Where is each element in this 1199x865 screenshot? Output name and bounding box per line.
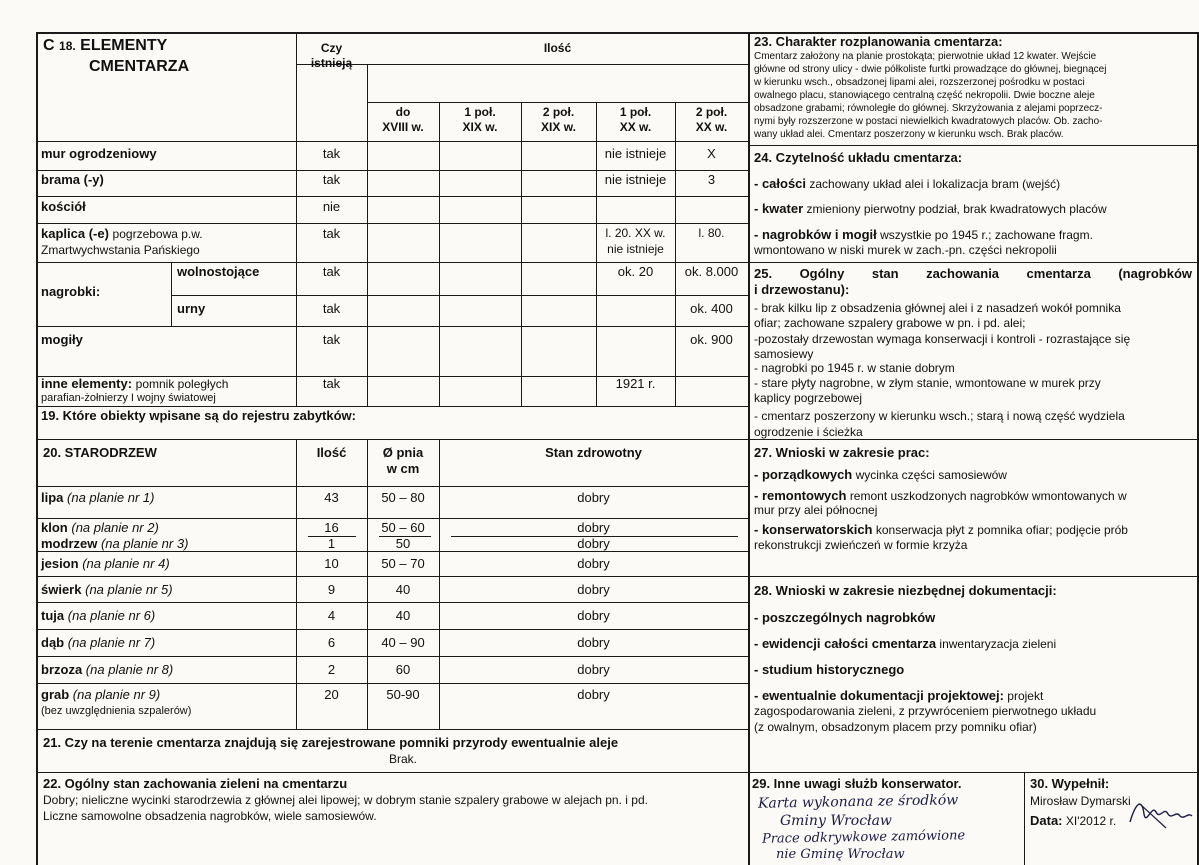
tree-name	[41, 521, 159, 536]
tree-qty: 6	[327, 635, 336, 650]
s28-b	[754, 637, 1056, 652]
s20-title: 20. STARODRZEW	[43, 445, 157, 460]
s27-rem-bold: - remontowych	[754, 488, 847, 503]
col-qty-label: Ilość	[543, 41, 572, 55]
s23-label: 23. Charakter rozplanowania cmentarza:	[754, 34, 1003, 49]
tree-name	[41, 557, 170, 572]
tree-qty: 20	[324, 687, 339, 702]
kosciol-label: kościół	[41, 199, 86, 214]
tree-qty: 16	[324, 520, 339, 535]
wol-p5: ok. 8.000	[684, 264, 739, 279]
s18-num: 18.	[59, 39, 76, 53]
s24-nagrobki-2: wmontowano w niski murek w zach.-pn. części nekropolii	[754, 243, 1057, 257]
s28-d-bold: - ewentualnie dokumentacji projektowej:	[754, 688, 1004, 703]
kosciol-exist: nie	[322, 199, 341, 214]
s28-d-3: (z owalnym, obsadzonym placem przy pomniku ofiar)	[754, 720, 1037, 734]
s24-kwater	[754, 202, 1107, 217]
s29-label: 29. Inne uwagi służb konserwator.	[752, 776, 962, 791]
period-3a: 2 poł.	[542, 105, 575, 119]
s24-nagrobki-text: wszystkie po 1945 r.; zachowane fragm.	[880, 228, 1093, 242]
tree-name-bold: klon	[41, 520, 68, 535]
s27-kons-2: rekonstrukcji zwieńczeń w formie krzyża	[754, 538, 968, 552]
tree-health: dobry	[577, 635, 610, 650]
brama-exist: tak	[322, 172, 341, 187]
s24-nagrobki	[754, 228, 1093, 243]
s28-c: - studium historycznego	[754, 662, 905, 677]
s27-kons-text: konserwacja płyt z pomnika ofiar; podjęcie prób	[875, 523, 1128, 537]
s28-label: 28. Wnioski w zakresie niezbędnej dokumentacji:	[754, 583, 1057, 598]
tree-plan: (na planie nr 3)	[100, 536, 189, 551]
tree-diam: 40	[395, 582, 411, 597]
period-4b: XX w.	[619, 120, 652, 134]
s27-rem-2: mur przy alei północnej	[754, 503, 878, 517]
kaplica-label	[41, 227, 203, 242]
inne-label-rest: pomnik poległych	[135, 377, 229, 391]
s29-handwriting-1: Karta wykonana ze środków	[757, 792, 959, 812]
s28-b-text: inwentaryzacja zieleni	[939, 637, 1057, 651]
tree-name	[41, 688, 160, 703]
s25-line: - nagrobki po 1945 r. w stanie dobrym	[754, 361, 955, 375]
inne-label-bold: inne elementy:	[41, 376, 133, 391]
s27-kons-bold: - konserwatorskich	[754, 522, 873, 537]
tree-plan: (na planie nr 5)	[85, 582, 173, 597]
wol-label: wolnostojące	[177, 264, 260, 279]
s24-calosci-text: zachowany układ alei i lokalizacja bram (wejść)	[809, 177, 1061, 191]
inne-p4: 1921 r.	[615, 376, 656, 391]
s23-line: obsadzone grabami; równoległe do głównej. Skrzyżowania z alejami poprzecz-	[754, 103, 1103, 114]
wol-p4: ok. 20	[617, 264, 654, 279]
signature	[1126, 792, 1196, 832]
s25-line: kaplicy pogrzebowej	[754, 391, 863, 405]
tree-qty: 4	[327, 608, 336, 623]
s24-label: 24. Czytelność układu cmentarza:	[754, 150, 963, 165]
s20-col-qty: Ilość	[316, 445, 347, 460]
s19-label	[41, 409, 356, 424]
mogily-label: mogiły	[41, 332, 83, 347]
tree-qty: 9	[327, 582, 336, 597]
s27-porz-text: wycinka części samosiewów	[855, 468, 1007, 482]
tree-diam: 50 – 70	[381, 556, 425, 571]
tree-health: dobry	[577, 662, 610, 677]
period-1a: do	[395, 105, 411, 119]
s22-label: 22. Ogólny stan zachowania zieleni na cmentarzu	[43, 776, 348, 791]
tree-diam: 50	[395, 536, 411, 551]
nagrobki-label: nagrobki:	[41, 284, 101, 299]
tree-name	[41, 491, 154, 506]
tree-health: dobry	[577, 536, 610, 551]
tree-plan: (na planie nr 6)	[67, 608, 156, 623]
s25-line: ogrodzenie i ścieżka	[754, 425, 863, 439]
s27-porz-bold: - porządkowych	[754, 467, 853, 482]
s27-kons	[754, 523, 1128, 538]
mur-p4: nie istnieje	[604, 146, 667, 161]
s20-col-health: Stan zdrowotny	[545, 445, 642, 460]
inne-label2: parafian-żołnierzy I wojny światowej	[41, 392, 216, 404]
mur-exist: tak	[322, 146, 341, 161]
s23-line: główne od strony ulicy - dwie półkoliste furtki prowadzące do głównej, biegnącej	[754, 64, 1107, 75]
s29-handwriting-4: nie Gminę Wrocław	[776, 847, 905, 862]
brama-label: brama (-y)	[41, 172, 104, 187]
tree-diam: 40	[395, 608, 411, 623]
tree-qty: 1	[327, 536, 336, 551]
tree-health: dobry	[577, 490, 610, 505]
s30-date-value: XI'2012 r.	[1065, 814, 1117, 828]
s27-rem-text: remont uszkodzonych nagrobków wmontowanych w	[849, 489, 1127, 503]
s27-label: 27. Wnioski w zakresie prac:	[754, 445, 930, 460]
s30-label: 30. Wypełnił:	[1030, 776, 1110, 791]
urny-label: urny	[177, 301, 206, 316]
tree-qty: 43	[324, 490, 339, 505]
tree-name	[41, 663, 173, 678]
urny-p5: ok. 400	[690, 301, 733, 316]
kaplica-label-bold: kaplica (-e)	[41, 226, 109, 241]
s18-title2: CMENTARZA	[89, 58, 190, 75]
col-exist-label-1: Czy	[320, 41, 343, 55]
tree-name	[41, 609, 155, 624]
s18-title-line1	[43, 37, 167, 55]
inne-exist: tak	[322, 376, 341, 391]
s24-kwater-bold: - kwater	[754, 201, 804, 216]
s18-title1: ELEMENTY	[80, 37, 168, 54]
tree-name-bold: grab	[41, 687, 70, 702]
tree-name	[41, 537, 188, 552]
s30-date	[1030, 814, 1116, 829]
brama-p4: nie istnieje	[604, 172, 667, 187]
kaplica-p5: l. 80.	[698, 226, 725, 240]
tree-name-bold: świerk	[41, 582, 82, 597]
col-exist-label-2: istnieją	[310, 56, 353, 70]
s25-line: - stare płyty nagrobne, w złym stanie, wmontowane w murek przy	[754, 376, 1101, 390]
urny-exist: tak	[322, 301, 341, 316]
s23-line: Cmentarz założony na planie prostokąta; pierwotnie układ 12 kwater. Wejście	[754, 51, 1097, 62]
tree-name-bold: lipa	[41, 490, 64, 505]
s28-d	[754, 689, 1043, 704]
tree-name	[41, 636, 155, 651]
s19-label-text: 19. Które obiekty wpisane są do rejestru zabytków:	[41, 408, 356, 423]
s28-d-text: projekt	[1007, 689, 1044, 703]
s29-handwriting-3: Prace odkrywkowe zamówione	[761, 828, 966, 847]
period-2b: XIX w.	[462, 120, 498, 134]
tree-plan: (na planie nr 4)	[82, 556, 170, 571]
tree-health: dobry	[577, 582, 610, 597]
s22-line1: Dobry; nieliczne wycinki starodrzewia z głównej alei lipowej; w dobrym stanie szpalery grabowe w alejach pn. i pd.	[43, 793, 648, 807]
tree-qty: 2	[327, 662, 336, 677]
s30-name: Mirosław Dymarski	[1030, 794, 1131, 808]
tree-note: (bez uwzględnienia szpalerów)	[41, 705, 192, 717]
mur-label: mur ogrodzeniowy	[41, 146, 157, 161]
mogily-p5: ok. 900	[690, 332, 733, 347]
s21-value: Brak.	[389, 752, 418, 766]
s24-kwater-text: zmieniony pierwotny podział, brak kwadratowych placów	[806, 202, 1107, 216]
tree-diam: 50 – 60	[381, 520, 425, 535]
period-4a: 1 poł.	[619, 105, 652, 119]
tree-health: dobry	[577, 520, 610, 535]
s20-col-diam-2: w cm	[386, 461, 420, 476]
tree-name-bold: jesion	[41, 556, 79, 571]
s23-line: w kierunku wsch., obsadzonej lipami alei, rozszerzonej pośrodku w postaci	[754, 77, 1085, 88]
s24-calosci-bold: - całości	[754, 176, 807, 191]
s28-b-bold: - ewidencji całości cmentarza	[754, 636, 937, 651]
s28-a: - poszczególnych nagrobków	[754, 610, 936, 625]
kaplica-label-rest: pogrzebowa p.w.	[112, 227, 203, 241]
tree-plan: (na planie nr 8)	[85, 662, 174, 677]
period-5a: 2 poł.	[695, 105, 728, 119]
kaplica-label2: Zmartwychwstania Pańskiego	[41, 243, 200, 257]
kaplica-exist: tak	[322, 226, 341, 241]
tree-health: dobry	[577, 687, 610, 702]
tree-health: dobry	[577, 556, 610, 571]
tree-diam: 60	[395, 662, 411, 677]
s22-line2: Liczne samowolne obsadzenia nagrobków, wiele samosiewów.	[43, 809, 377, 823]
mur-p5: X	[707, 146, 716, 161]
tree-diam: 50-90	[386, 687, 420, 702]
kaplica-p4a: l. 20. XX w.	[605, 226, 666, 240]
s25-line: -pozostały drzewostan wymaga konserwacji i kontroli - rozrastające się	[754, 332, 1131, 346]
tree-diam: 40 – 90	[381, 635, 425, 650]
tree-name-bold: tuja	[41, 608, 65, 623]
period-5b: XX w.	[695, 120, 728, 134]
tree-health: dobry	[577, 608, 610, 623]
period-1b: XVIII w.	[382, 120, 424, 134]
wol-exist: tak	[322, 264, 341, 279]
s20-col-diam-1: Ø pnia	[382, 445, 424, 460]
tree-name-bold: brzoza	[41, 662, 83, 677]
kaplica-p4b: nie istnieje	[607, 242, 664, 256]
s24-calosci	[754, 177, 1060, 192]
tree-qty: 10	[324, 556, 339, 571]
period-2a: 1 poł.	[464, 105, 496, 119]
mogily-exist: tak	[322, 332, 341, 347]
tree-plan: (na planie nr 9)	[72, 687, 161, 702]
s25-line: - brak kilku lip z obsadzenia głównej alei i z nasadzeń wokół pomnika	[754, 301, 1121, 315]
s23-line: wany układ alei. Cmentarz poszerzony w kierunku wsch. Brak placów.	[754, 129, 1064, 140]
tree-diam: 50 – 80	[381, 490, 425, 505]
s25-label-2: i drzewostanu):	[754, 282, 850, 297]
s30-date-label: Data:	[1030, 813, 1063, 828]
s25-label-1: 25. Ogólny stan zachowania cmentarza (nagrobków	[754, 266, 1192, 281]
s23-line: nymi były rozszerzone w postaci niewielkich kwadratowych placów. Ob. zacho-	[754, 116, 1103, 127]
inne-label	[41, 377, 228, 392]
s18-prefix: C	[43, 37, 55, 54]
tree-name	[41, 583, 173, 598]
tree-name-bold: dąb	[41, 635, 65, 650]
period-3b: XIX w.	[541, 120, 576, 134]
s28-d-2: zagospodarowania zieleni, z przywróceniem pierwotnego układu	[754, 704, 1097, 718]
brama-p5: 3	[707, 172, 716, 187]
tree-plan: (na planie nr 7)	[67, 635, 156, 650]
s21-label: 21. Czy na terenie cmentarza znajdują się zarejestrowane pomniki przyrody ewentualnie aleje	[43, 735, 619, 750]
s27-porz	[754, 468, 1007, 483]
s27-rem	[754, 489, 1127, 504]
s25-line: ofiar; zachowane szpalery grabowe w pn. i pd. alei;	[754, 316, 1026, 330]
s25-line: - cmentarz poszerzony w kierunku wsch.; starą i nową część wydziela	[754, 409, 1125, 423]
tree-plan: (na planie nr 1)	[67, 490, 155, 505]
tree-name-bold: modrzew	[41, 536, 98, 551]
tree-plan: (na planie nr 2)	[71, 520, 159, 535]
s23-line: owalnego placu, stanowiącego centralną część nekropolii. Dwie boczne aleje	[754, 90, 1095, 101]
s24-nagrobki-bold: - nagrobków i mogił	[754, 227, 877, 242]
s25-line: samosiewy	[754, 347, 814, 361]
cemetery-record-card	[36, 32, 1199, 865]
s29-handwriting-2: Gminy Wrocław	[780, 813, 892, 829]
